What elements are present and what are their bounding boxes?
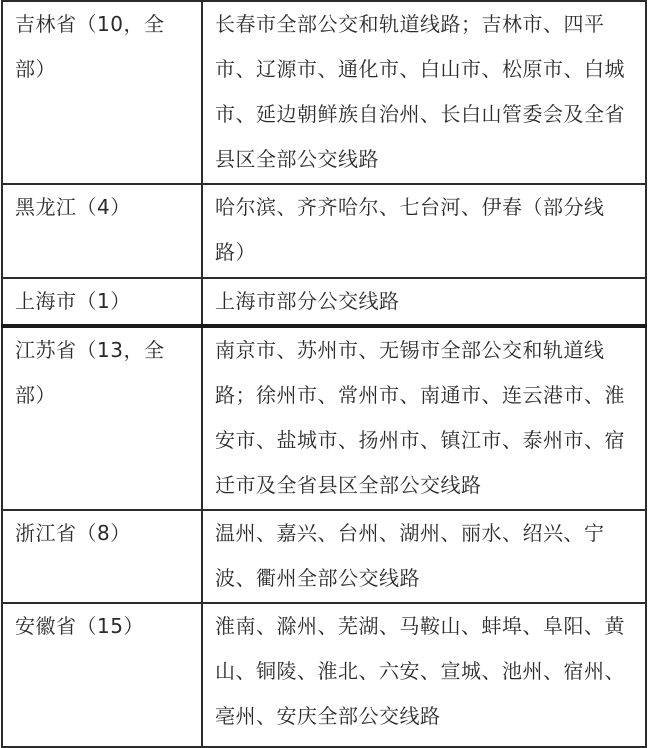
route-details: 南京市、苏州市、无锡市全部公交和轨道线路；徐州市、常州市、南通市、连云港市、淮安市、盐城市、扬州市、镇江市、泰州市、宿迁市及全省县区全部公交线路 bbox=[215, 338, 625, 497]
table-row bbox=[2, 184, 646, 278]
province-cell bbox=[2, 184, 202, 278]
province-label: 上海市（1） bbox=[15, 289, 131, 313]
province-label: 浙江省（8） bbox=[15, 521, 131, 545]
route-details: 长春市全部公交和轨道线路；吉林市、四平市、辽源市、通化市、白山市、松原市、白城市、延边朝鲜族自治州、长白山管委会及全省县区全部公交线路 bbox=[215, 12, 625, 171]
province-cell bbox=[2, 326, 202, 510]
route-details: 上海市部分公交线路 bbox=[215, 289, 400, 313]
province-label: 吉林省（10，全部） bbox=[15, 12, 165, 81]
route-details-cell bbox=[202, 326, 646, 510]
route-details: 温州、嘉兴、台州、湖州、丽水、绍兴、宁波、衢州全部公交线路 bbox=[215, 521, 605, 590]
route-details-cell bbox=[202, 184, 646, 278]
table-row bbox=[2, 326, 646, 510]
province-cell bbox=[2, 278, 202, 326]
route-details-cell bbox=[202, 603, 646, 747]
province-cell bbox=[2, 1, 202, 184]
route-details-cell bbox=[202, 510, 646, 603]
province-cell bbox=[2, 603, 202, 747]
table-row bbox=[2, 1, 646, 184]
coverage-table bbox=[1, 0, 647, 748]
route-details-cell bbox=[202, 278, 646, 326]
route-details-cell bbox=[202, 1, 646, 184]
table-row bbox=[2, 603, 646, 747]
route-details: 淮南、滁州、芜湖、马鞍山、蚌埠、阜阳、黄山、铜陵、淮北、六安、宣城、池州、宿州、亳州、安庆全部公交线路 bbox=[215, 614, 625, 728]
table-row bbox=[2, 278, 646, 326]
table-row bbox=[2, 510, 646, 603]
province-label: 江苏省（13，全部） bbox=[15, 338, 165, 407]
province-label: 安徽省（15） bbox=[15, 614, 144, 638]
route-details: 哈尔滨、齐齐哈尔、七台河、伊春（部分线路） bbox=[215, 195, 605, 264]
province-label: 黑龙江（4） bbox=[15, 195, 131, 219]
province-cell bbox=[2, 510, 202, 603]
